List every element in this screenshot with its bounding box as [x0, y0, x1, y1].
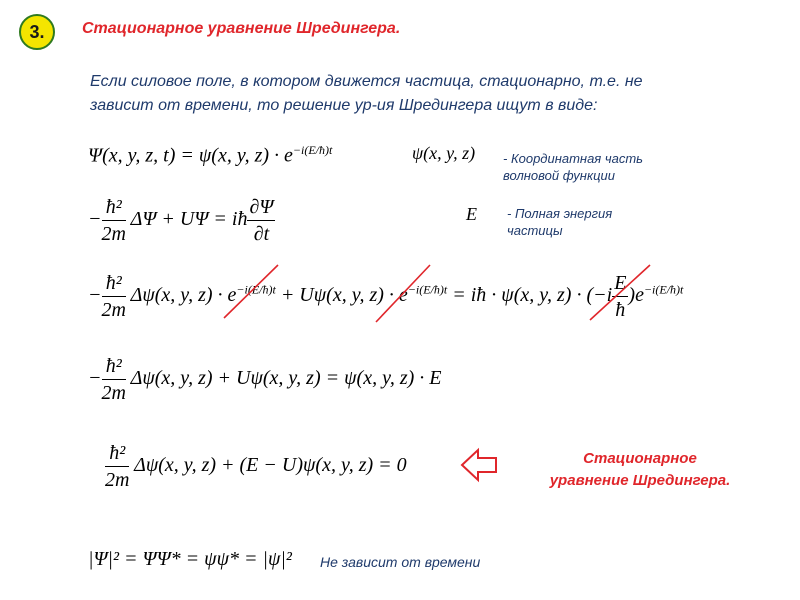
equation-3-exp3: −i(E/ħ)t: [643, 282, 684, 297]
eq2-frac-den: 2m: [101, 223, 126, 245]
intro-line-1: Если силовое поле, в котором движется частица, стационарно, т.е. не: [90, 73, 643, 90]
equation-probability-density: |Ψ|² = ΨΨ* = ψψ* = |ψ|²: [88, 548, 292, 570]
intro-line-2: зависит от времени, то решение ур-ия Шредингера ищут в виде:: [90, 97, 598, 114]
equation-separation-body: Ψ(x, y, z, t) = ψ(x, y, z) · e: [88, 144, 293, 167]
stationary-equation-label-line2: уравнение Шредингера.: [549, 472, 731, 489]
eq4-frac-den: 2m: [101, 382, 126, 404]
stationary-equation-label-line1: Стационарное: [583, 450, 697, 467]
equation-3-part1: Δψ(x, y, z) · e: [130, 284, 237, 307]
strike-line-3: [590, 265, 650, 320]
equation-2-left: ΔΨ + UΨ = iħ: [130, 208, 248, 231]
eq2-rhs-den: ∂t: [253, 223, 270, 245]
equation-3-exp1: −i(E/ħ)t: [236, 282, 276, 297]
eq3-frac-den: 2m: [101, 299, 126, 321]
slide-title: Стационарное уравнение Шредингера.: [82, 20, 401, 37]
eq2-rhs-num: ∂Ψ: [247, 194, 275, 221]
coordinate-part-symbol: ψ(x, y, z): [412, 143, 476, 163]
eq5-frac-den: 2m: [105, 469, 130, 491]
equation-substituted: − $\frac{\text{ħ²}}{2m}$ Δψ(x, y, $z) \cdot e^{-i(E/ħ)t} + U\psi(x$, y, $z) \cdot e^{-i(E/ħ)t}$ = iħ · ψ(x, y, z) · (−i $\frac{E}{ħ}$ )$e^{-i(E/ħ)t}$: [88, 272, 684, 321]
strike-line-2: [376, 265, 430, 322]
eq2-frac-num: ħ²: [102, 194, 126, 221]
slide-number-badge: 3.: [19, 14, 55, 50]
equation-4-body: Δψ(x, y, z) + Uψ(x, y, z) = ψ(x, y, z) · E: [130, 367, 442, 390]
equation-schrodinger-time: − $\frac{\text{ħ²}}{2m}$ ΔΨ + UΨ = iħ $\frac{\partial\Psi}{\partial t}$: [88, 196, 274, 245]
time-independent-note: Не зависит от времени: [320, 554, 481, 570]
coordinate-part-note: - Координатная часть волновой функции: [503, 151, 643, 183]
equation-3-part3: = iħ · ψ(x, y, z) · (−i: [452, 284, 613, 307]
equation-5-body: Δψ(x, y, z) + (E − U)ψ(x, y, z) = 0: [134, 454, 407, 477]
energy-symbol: E: [466, 204, 477, 224]
equation-3-part4: )e: [628, 284, 644, 307]
equation-3-part2: + Uψ(x, y, z) · e: [280, 284, 408, 307]
eq3-frac-num: ħ²: [102, 270, 126, 297]
arrow-left-outline-icon: [462, 450, 496, 480]
eq5-frac-num: ħ²: [105, 440, 129, 467]
equation-separation-exponent: −i(E/ħ)t: [292, 143, 333, 157]
eq3-e-num: E: [612, 270, 628, 297]
eq4-frac-num: ħ²: [102, 353, 126, 380]
equation-3-exp2: −i(E/ħ)t: [407, 282, 448, 297]
equation-simplified: − $\frac{\text{ħ²}}{2m}$ Δψ(x, y, z) + Uψ(x, y, z) = ψ(x, y, z) · E: [88, 355, 442, 404]
strike-line-1: [224, 265, 278, 318]
energy-note: - Полная энергия частицы: [507, 206, 613, 238]
eq3-e-den: ħ: [615, 299, 626, 321]
